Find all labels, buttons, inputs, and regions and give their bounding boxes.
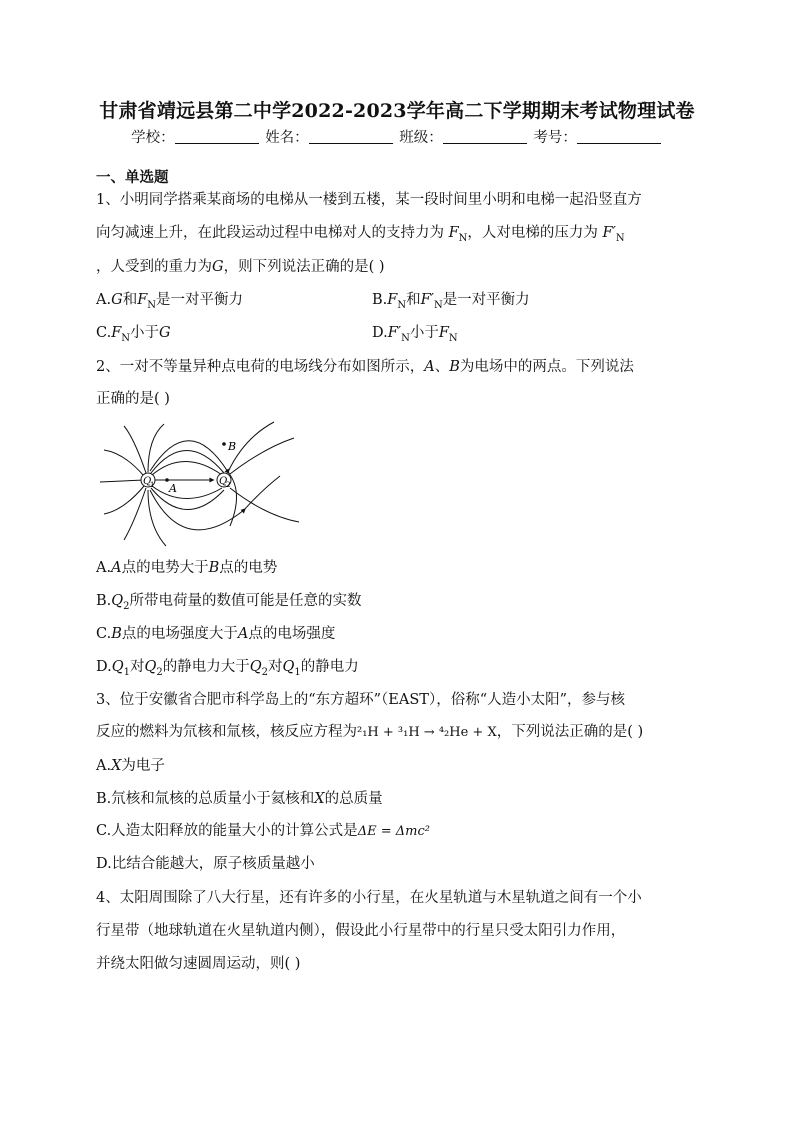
q2-text: 、 bbox=[434, 359, 450, 375]
symbol-f: F bbox=[111, 325, 122, 341]
q1-line-3 bbox=[96, 255, 385, 276]
q3-line-1: 3、位于安徽省合肥市科学岛上的“东方超环”（EAST），俗称“人造小太阳”，参与核 bbox=[96, 692, 626, 708]
name-blank[interactable] bbox=[309, 129, 393, 144]
symbol-sub: N bbox=[401, 332, 410, 344]
q2-option-b[interactable] bbox=[96, 589, 362, 610]
symbol-g: G bbox=[159, 325, 171, 341]
symbol-sub: N bbox=[615, 232, 625, 244]
option-text: C.人造太阳释放的能量大小的计算公式是 bbox=[96, 823, 358, 839]
symbol-sub: 1 bbox=[294, 666, 301, 678]
option-text: 的静电力大于 bbox=[162, 659, 250, 675]
q2-text: 2、一对不等量异种点电荷的电场线分布如图所示， bbox=[96, 359, 425, 375]
symbol-g: G bbox=[111, 292, 123, 308]
symbol-f-prime: F′ bbox=[602, 225, 616, 241]
symbol-a: A bbox=[424, 359, 435, 375]
class-blank[interactable] bbox=[443, 129, 527, 144]
point-b bbox=[222, 442, 226, 446]
q1-option-c[interactable] bbox=[96, 321, 171, 342]
option-text: 小于 bbox=[130, 325, 159, 341]
q1-line-2 bbox=[96, 221, 625, 242]
option-label: D. bbox=[96, 659, 112, 675]
symbol-q: Q bbox=[144, 659, 157, 675]
q3-text: 反应的燃料为氘核和氚核，核反应方程为 bbox=[96, 724, 357, 740]
option-text: 和 bbox=[406, 292, 421, 308]
option-label: A. bbox=[96, 292, 112, 308]
q2-text: 为电场中的两点。下列说法 bbox=[459, 359, 634, 375]
symbol-f: F bbox=[438, 325, 449, 341]
label-a: A bbox=[169, 482, 177, 495]
class-label: 班级： bbox=[399, 130, 443, 146]
symbol-f-prime: F′ bbox=[420, 292, 434, 308]
symbol-x: X bbox=[314, 791, 325, 807]
q3-option-d[interactable]: D.比结合能越大，原子核质量越小 bbox=[96, 856, 315, 872]
option-label: A. bbox=[96, 758, 112, 774]
q1-text: ，人对电梯的压力为 bbox=[467, 225, 598, 241]
option-text: 点的电场强度大于 bbox=[121, 626, 238, 642]
option-text: 小于 bbox=[409, 325, 439, 341]
option-text: 点的电场强度 bbox=[248, 626, 336, 642]
number-label: 考号： bbox=[533, 130, 577, 146]
symbol-sub: N bbox=[121, 332, 130, 344]
q2-line-1 bbox=[96, 355, 634, 376]
option-label: B. bbox=[96, 593, 112, 609]
option-text: 为电子 bbox=[121, 758, 165, 774]
label-q2: Q bbox=[219, 476, 228, 487]
q3-option-c[interactable] bbox=[96, 819, 430, 840]
school-blank[interactable] bbox=[175, 129, 259, 144]
option-text: 对 bbox=[129, 659, 145, 675]
symbol-sub: N bbox=[433, 299, 443, 311]
symbol-b: B bbox=[111, 626, 122, 642]
symbol-f: F bbox=[137, 292, 148, 308]
option-text: 的总质量 bbox=[324, 791, 383, 807]
option-text: 对 bbox=[268, 659, 283, 675]
q1-option-d[interactable] bbox=[372, 321, 458, 342]
option-text: 点的电势大于 bbox=[121, 560, 209, 576]
q2-line-2: 正确的是( ) bbox=[96, 391, 170, 407]
q1-text: 向匀减速上升，在此段运动过程中电梯对人的支持力为 bbox=[96, 225, 444, 241]
q1-option-b[interactable] bbox=[372, 288, 530, 309]
q3-option-a[interactable] bbox=[96, 754, 165, 775]
symbol-q: Q bbox=[282, 659, 295, 675]
symbol-sub: 1 bbox=[123, 666, 130, 678]
label-b: B bbox=[228, 440, 237, 453]
q1-option-a[interactable] bbox=[96, 288, 243, 309]
option-text: 和 bbox=[122, 292, 138, 308]
option-text: 是一对平衡力 bbox=[442, 292, 530, 308]
symbol-g: G bbox=[212, 259, 224, 275]
option-text: 是一对平衡力 bbox=[156, 292, 243, 308]
section-heading: 一、单选题 bbox=[96, 169, 169, 186]
electric-field-diagram bbox=[94, 418, 304, 552]
symbol-sub: N bbox=[448, 332, 458, 344]
symbol-b: B bbox=[449, 359, 460, 375]
symbol-x: X bbox=[111, 758, 122, 774]
q2-option-a[interactable] bbox=[96, 556, 277, 577]
symbol-q: Q bbox=[249, 659, 262, 675]
symbol-f-prime: F′ bbox=[387, 325, 402, 341]
q3-option-b[interactable] bbox=[96, 787, 383, 808]
q1-text: ，人受到的重力为 bbox=[96, 259, 212, 275]
symbol-sub: N bbox=[397, 299, 407, 311]
option-label: B. bbox=[372, 292, 388, 308]
label-q1: Q bbox=[143, 476, 152, 487]
school-label: 学校： bbox=[131, 130, 175, 146]
symbol-sub: 2 bbox=[156, 666, 163, 678]
option-label: C. bbox=[96, 325, 112, 341]
symbol-q: Q bbox=[111, 593, 124, 609]
symbol-f: F bbox=[448, 225, 459, 241]
q2-option-d[interactable] bbox=[96, 655, 359, 676]
symbol-f: F bbox=[387, 292, 398, 308]
symbol-a: A bbox=[111, 560, 122, 576]
energy-formula: ΔE = Δmc² bbox=[357, 824, 430, 839]
q4-line-3: 并绕太阳做匀速圆周运动，则( ) bbox=[96, 956, 301, 972]
number-blank[interactable] bbox=[577, 129, 661, 144]
symbol-sub: N bbox=[458, 232, 468, 244]
option-text: 的静电力 bbox=[300, 659, 359, 675]
nuclear-equation: ²₁H + ³₁H → ⁴₂He + X bbox=[357, 725, 497, 740]
q2-option-c[interactable] bbox=[96, 622, 335, 643]
symbol-b: B bbox=[208, 560, 220, 576]
label-q1-sub: 1 bbox=[150, 481, 155, 489]
q1-text: ，则下列说法正确的是( ) bbox=[223, 259, 385, 275]
symbol-sub: N bbox=[147, 299, 156, 311]
name-label: 姓名： bbox=[265, 130, 309, 146]
symbol-sub: 2 bbox=[123, 600, 130, 612]
symbol-sub: 2 bbox=[261, 666, 269, 678]
q3-text: ，下列说法正确的是( ) bbox=[496, 724, 644, 740]
option-text: 点的电势 bbox=[219, 560, 278, 576]
symbol-q: Q bbox=[111, 659, 124, 675]
student-info-row bbox=[0, 126, 794, 147]
q3-line-2 bbox=[96, 720, 643, 741]
option-label: A. bbox=[96, 560, 112, 576]
option-label: D. bbox=[372, 325, 388, 341]
option-text: 所带电荷量的数值可能是任意的实数 bbox=[129, 593, 362, 609]
option-text: B.氘核和氚核的总质量小于氦核和 bbox=[96, 791, 315, 807]
symbol-a: A bbox=[237, 626, 249, 642]
label-q2-sub: 2 bbox=[226, 481, 231, 489]
q4-line-1: 4、太阳周围除了八大行星，还有许多的小行星，在火星轨道与木星轨道之间有一个小 bbox=[96, 890, 642, 906]
option-label: C. bbox=[96, 626, 112, 642]
q1-line-1: 1、小明同学搭乘某商场的电梯从一楼到五楼，某一段时间里小明和电梯一起沿竖直方 bbox=[96, 192, 642, 208]
q4-line-2: 行星带（地球轨道在火星轨道内侧），假设此小行星带中的行星只受太阳引力作用， bbox=[96, 923, 626, 939]
page-title: 甘肃省靖远县第二中学2022-2023学年高二下学期期末考试物理试卷 bbox=[99, 100, 695, 122]
